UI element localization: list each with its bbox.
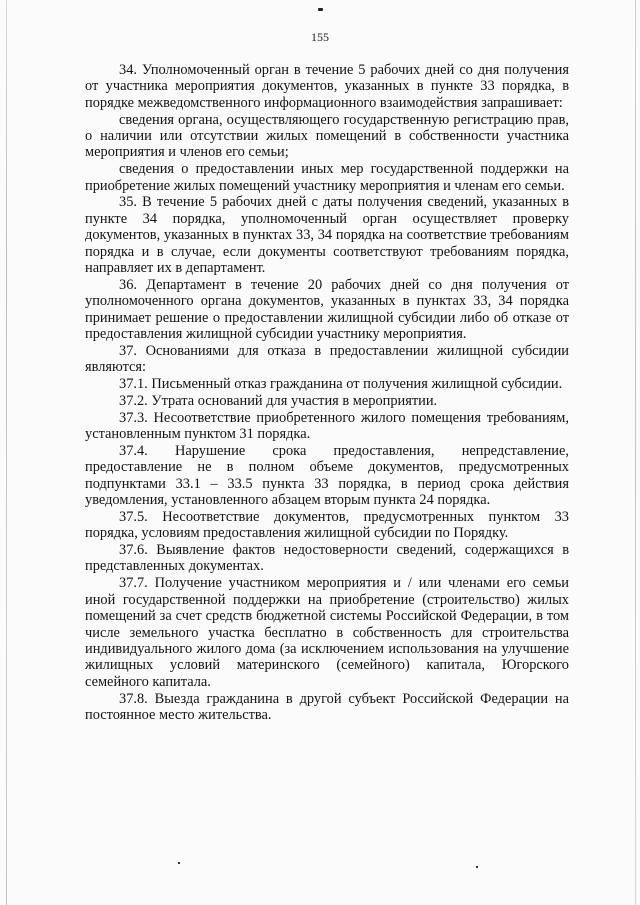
paragraph-37-5: 37.5. Несоответствие документов, предусмотренных пунктом 33 порядка, условиям предоставления жилищной субсидии по Порядку.: [85, 508, 569, 542]
paragraph-37-2: 37.2. Утрата оснований для участия в мероприятии.: [119, 392, 438, 409]
paragraph-36: 36. Департамент в течение 20 рабочих дней со дня получения от уполномоченного органа документов, указанных в пунктах 33, 34 порядка принимает решение о предоставлении жилищной субсидии либо об отказе от предоставления жилищной субсидии участнику мероприятия.: [85, 276, 569, 343]
paragraph-37-3: 37.3. Несоответствие приобретенного жилого помещения требованиям, установленным пунктом 31 порядка.: [85, 409, 569, 443]
document-body: [85, 62, 569, 724]
paragraph-37-8: 37.8. Выезда гражданина в другой субъект Российской Федерации на постоянное место жительства.: [85, 690, 569, 723]
scan-left-edge: [6, 0, 7, 905]
paragraph-34-item-1: сведения органа, осуществляющего государственную регистрацию прав, о наличии или отсутствии жилых помещений в собственности участника мероприятия и членов его семьи;: [85, 111, 569, 161]
paragraph-34-item-2: сведения о предоставлении иных мер государственной поддержки на приобретение жилых помещений участнику мероприятия и членам его семьи.: [85, 161, 569, 194]
paragraph-37-4: 37.4. Нарушение срока предоставления, непредставление, предоставление не в полном объеме документов, предусмотренных подпунктами 33.1 – 33.5 пункта 33 порядка, в период срока действия уведомления, установленного абзацем вторым пункта 24 порядка.: [85, 442, 569, 509]
paragraph-37: 37. Основаниями для отказа в предоставлении жилищной субсидии являются:: [85, 342, 569, 376]
paragraph-34: 34. Уполномоченный орган в течение 5 рабочих дней со дня получения от участника мероприятия документов, указанных в пункте 33 порядка, в порядке межведомственного информационного взаимодействия запрашивает:: [85, 62, 569, 111]
scan-mark: [476, 866, 478, 868]
scan-mark: [318, 8, 323, 11]
paragraph-37-7: 37.7. Получение участником мероприятия и / или членами его семьи иной государственной поддержки на приобретение (строительство) жилых помещений за счет средств бюджетной системы Российской Федерации, в том числе земельного участка бесплатно в собственность для строительства индивидуального жилого дома (за исключением использования на улучшение жилищных условий материнского (семейного) капитала, Югорского семейного капитала.: [85, 575, 569, 690]
page-number: 155: [311, 30, 329, 44]
paragraph-37-6: 37.6. Выявление фактов недостоверности сведений, содержащихся в представленных документах.: [85, 542, 569, 575]
paragraph-35: 35. В течение 5 рабочих дней с даты получения сведений, указанных в пункте 34 порядка, уполномоченный орган осуществляет проверку документов, указанных в пунктах 33, 34 порядка на соответствие требованиям порядка и в случае, если документы соответствуют требованиям порядка, направляет их в департамент.: [85, 194, 569, 277]
scan-right-edge: [635, 0, 636, 905]
paragraph-37-1: 37.1. Письменный отказ гражданина от получения жилищной субсидии.: [119, 376, 563, 393]
scan-mark: [178, 862, 180, 864]
